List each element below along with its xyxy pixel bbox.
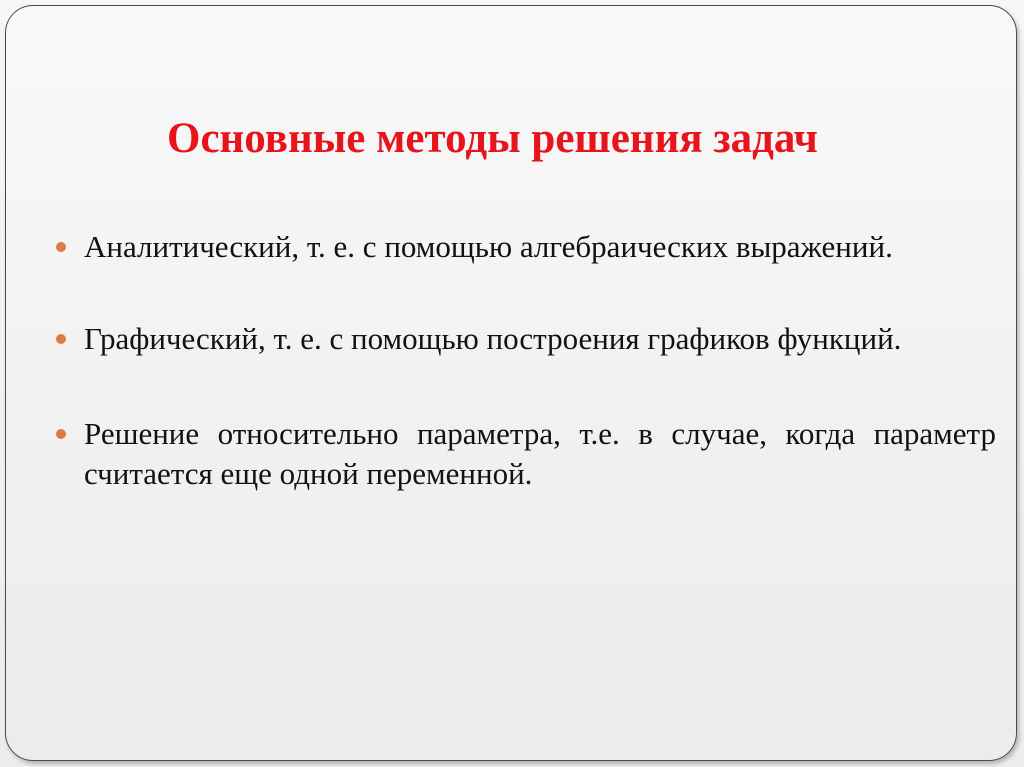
slide-title: Основные методы решения задач <box>167 115 818 162</box>
bullet-text: Аналитический, т. е. с помощью алгебраических выражений. <box>84 229 893 264</box>
bullet-dot-icon <box>56 334 66 344</box>
bullet-text: Графический, т. е. с помощью построения графиков функций. <box>84 321 902 356</box>
bullet-text: Решение относительно параметра, т.е. в случае, когда параметр считается еще одной переменной. <box>84 416 996 491</box>
bullet-dot-icon <box>56 429 66 439</box>
bullet-list <box>56 227 996 494</box>
bullet-item-parameter <box>56 414 996 494</box>
bullet-dot-icon <box>56 242 66 252</box>
bullet-item-analytic <box>56 227 996 267</box>
bullet-item-graphic <box>56 319 996 359</box>
